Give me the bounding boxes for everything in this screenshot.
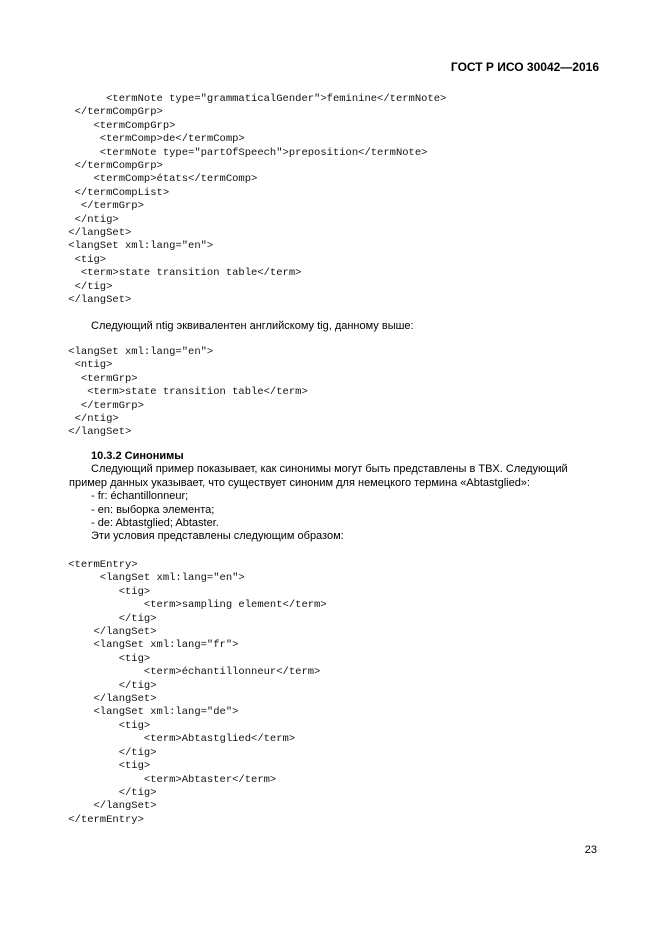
list-item: - fr: échantillonneur; [91, 490, 189, 503]
code-line: <termComp>de</termComp> [62, 133, 245, 146]
code-line: <langSet xml:lang="en"> [62, 240, 214, 253]
paragraph-text: Следующий ntig эквивалентен английскому tig, данному выше: [91, 320, 414, 332]
section-heading: 10.3.2 Синонимы [91, 450, 184, 462]
code-line: <tig> [62, 585, 151, 598]
code-line: <term>Abtaster</term> [62, 773, 277, 786]
code-line: </termCompGrp> [62, 106, 163, 119]
code-line: <langSet xml:lang="en"> [62, 572, 245, 585]
code-line: </langSet> [62, 800, 157, 813]
code-line: </termEntry> [62, 813, 144, 826]
code-line: </termGrp> [62, 399, 144, 412]
paragraph-ntig-equivalent [69, 320, 609, 333]
code-line: <term>state transition table</term> [62, 386, 308, 399]
code-line: </tig> [62, 679, 157, 692]
code-line: <langSet xml:lang="fr"> [62, 639, 239, 652]
code-line: <tig> [62, 652, 151, 665]
list-item: - de: Abtastglied; Abtaster. [91, 517, 219, 530]
code-line: </termGrp> [62, 200, 144, 213]
code-line: </tig> [62, 280, 113, 293]
code-line: <termEntry> [62, 559, 138, 571]
code-line: </ntig> [62, 413, 119, 426]
code-line: </tig> [62, 612, 157, 625]
code-line: <term>sampling element</term> [62, 599, 327, 612]
list-item: - en: выборка элемента; [91, 503, 215, 516]
code-line: <termCompGrp> [62, 119, 176, 132]
code-line: <termComp>états</termComp> [62, 173, 258, 186]
code-line: </ntig> [62, 213, 119, 226]
code-line: <termNote type="grammaticalGender">feminine</termNote> [62, 93, 447, 105]
synonym-list [69, 490, 599, 530]
code-line: <termGrp> [62, 372, 138, 385]
code-line: <term>Abtastglied</term> [62, 733, 296, 746]
code-line: <tig> [62, 760, 151, 773]
code-line: <term>state transition table</term> [62, 267, 302, 280]
code-line: </langSet> [62, 693, 157, 706]
document-header: ГОСТ Р ИСО 30042—2016 [450, 60, 599, 74]
code-line: <langSet xml:lang="de"> [62, 706, 239, 719]
code-block-tig-example [62, 93, 446, 308]
code-line: <tig> [62, 253, 107, 266]
code-line: <langSet xml:lang="en"> [62, 346, 214, 358]
code-block-ntig-example [62, 346, 308, 440]
code-line: </tig> [62, 746, 157, 759]
page-number: 23 [584, 844, 597, 856]
code-line: <ntig> [62, 359, 113, 372]
code-line: </termCompGrp> [62, 160, 163, 173]
code-line: <termNote type="partOfSpeech">preposition</termNote> [62, 146, 428, 159]
synonyms-description: Следующий пример показывает, как синонимы могут быть представлены в TBX. Следующий пример данных указывает, что существует синоним для немецкого термина «Abtastglied»: [69, 463, 568, 489]
code-line: </langSet> [62, 426, 132, 439]
code-line: </tig> [62, 786, 157, 799]
code-line: </termCompList> [62, 186, 170, 199]
code-line: </langSet> [62, 227, 132, 240]
code-line: </langSet> [62, 626, 157, 639]
synonyms-section [69, 450, 599, 544]
representation-intro: Эти условия представлены следующим образом: [91, 530, 344, 543]
code-line: <term>échantillonneur</term> [62, 666, 321, 679]
code-block-termentry-example [62, 559, 327, 827]
code-line: <tig> [62, 719, 151, 732]
code-line: </langSet> [62, 294, 132, 307]
